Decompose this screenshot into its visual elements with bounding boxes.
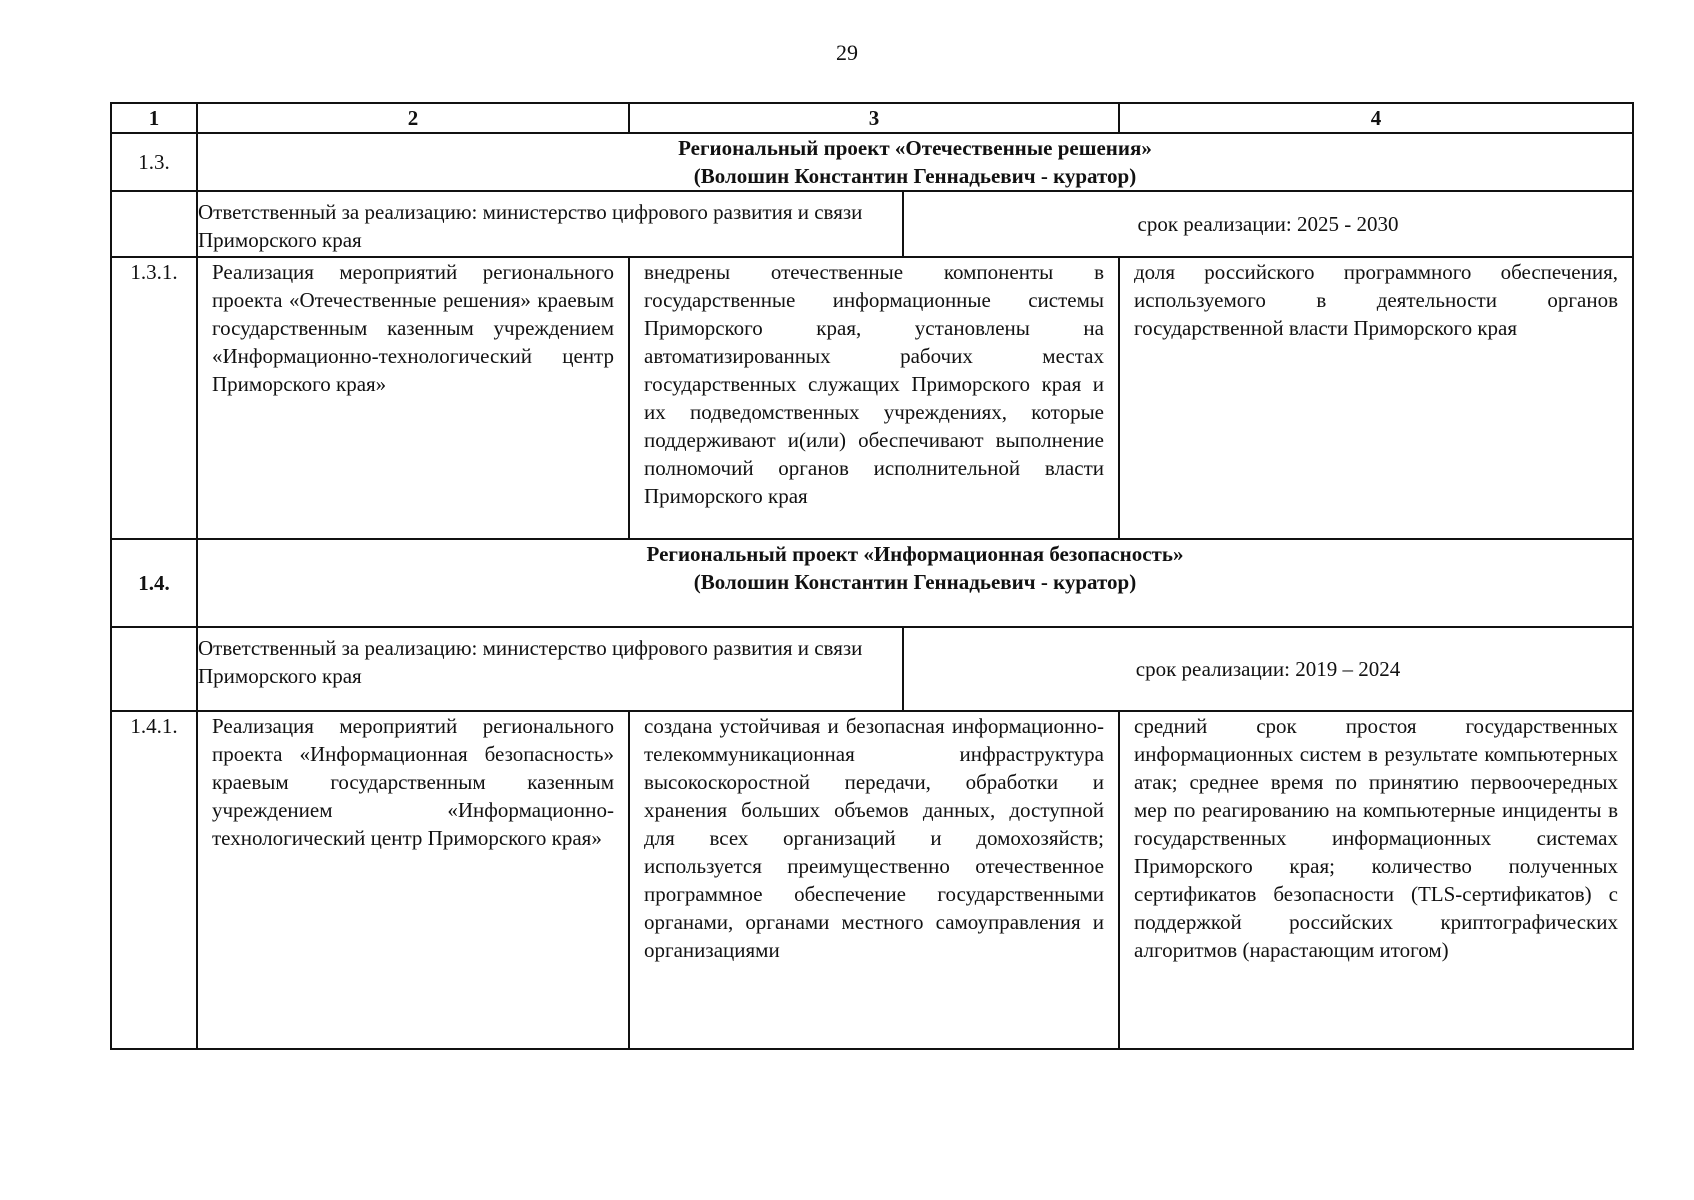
column-number-row bbox=[111, 103, 1633, 133]
event-description: Реализация мероприятий регионального проекта «Отечественные решения» краевым государственным казенным учреждением «Информационно-технологический центр Приморского края» bbox=[197, 257, 629, 539]
project-responsible-row bbox=[111, 191, 1633, 257]
table-row bbox=[111, 711, 1633, 1049]
responsible-text: Ответственный за реализацию: министерство цифрового развития и связи Приморского края bbox=[197, 627, 903, 711]
project-responsible-row bbox=[111, 627, 1633, 711]
empty-cell bbox=[111, 191, 197, 257]
result-description: создана устойчивая и безопасная информационно-телекоммуникационная инфраструктура высокоскоростной передачи, обработки и хранения больших объемов данных, доступной для всех организаций и домохозяйств; используется преимущественно отечественное программное обеспечение государственными органами, органами местного самоуправления и организациями bbox=[629, 711, 1119, 1049]
document-table bbox=[110, 102, 1634, 1050]
project-curator: (Волошин Константин Геннадьевич - куратор) bbox=[693, 570, 1137, 594]
project-number: 1.4. bbox=[111, 539, 197, 627]
project-curator: (Волошин Константин Геннадьевич - куратор) bbox=[693, 164, 1137, 188]
row-number: 1.4.1. bbox=[111, 711, 197, 1049]
project-title: Региональный проект «Отечественные решения» bbox=[678, 136, 1152, 160]
row-number: 1.3.1. bbox=[111, 257, 197, 539]
project-title-cell bbox=[197, 133, 1633, 191]
result-description: внедрены отечественные компоненты в государственные информационные системы Приморского края, установлены на автоматизированных рабочих местах государственных служащих Приморского края и их подведомственных учреждениях, которые поддерживают и(или) обеспечивают выполнение полномочий органов исполнительной власти Приморского края bbox=[629, 257, 1119, 539]
col-number-3: 3 bbox=[629, 103, 1119, 133]
term-text: срок реализации: 2019 – 2024 bbox=[903, 627, 1633, 711]
indicator-description: доля российского программного обеспечения, используемого в деятельности органов государственной власти Приморского края bbox=[1119, 257, 1633, 539]
table-row bbox=[111, 257, 1633, 539]
page-number: 29 bbox=[836, 40, 858, 65]
col-number-1: 1 bbox=[111, 103, 197, 133]
project-number: 1.3. bbox=[111, 133, 197, 191]
responsible-text: Ответственный за реализацию: министерство цифрового развития и связи Приморского края bbox=[197, 191, 903, 257]
event-description: Реализация мероприятий регионального проекта «Информационная безопасность» краевым государственным казенным учреждением «Информационно-технологический центр Приморского края» bbox=[197, 711, 629, 1049]
col-number-4: 4 bbox=[1119, 103, 1633, 133]
empty-cell bbox=[111, 627, 197, 711]
project-header-row bbox=[111, 539, 1633, 627]
project-title: Региональный проект «Информационная безопасность» bbox=[646, 542, 1184, 566]
term-text: срок реализации: 2025 - 2030 bbox=[903, 191, 1633, 257]
project-title-cell bbox=[197, 539, 1633, 627]
col-number-2: 2 bbox=[197, 103, 629, 133]
project-header-row bbox=[111, 133, 1633, 191]
indicator-description: средний срок простоя государственных информационных систем в результате компьютерных атак; среднее время по принятию первоочередных мер по реагированию на компьютерные инциденты в государственных информационных системах Приморского края; количество полученных сертификатов безопасности (TLS-сертификатов) с поддержкой российских криптографических алгоритмов (нарастающим итогом) bbox=[1119, 711, 1633, 1049]
